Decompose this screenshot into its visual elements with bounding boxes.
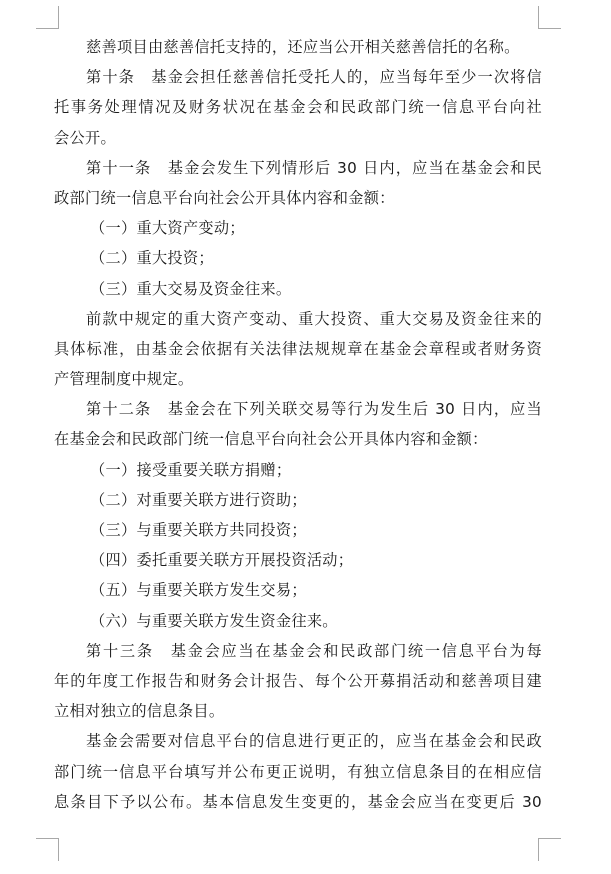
text-line: 具体标准，由基金会依据有关法律法规规章在基金会章程或者财务资	[54, 339, 542, 358]
text-line: 年的年度工作报告和财务会计报告、每个公开募捐活动和慈善项目建	[54, 671, 542, 690]
list-item: （五）与重要关联方发生交易；	[90, 581, 307, 600]
list-item: （四）委托重要关联方开展投资活动；	[90, 551, 354, 570]
article-12-heading-line: 第十二条 基金会在下列关联交易等行为发生后 30 日内，应当	[86, 400, 542, 419]
text-line: 前款中规定的重大资产变动、重大投资、重大交易及资金往来的	[86, 309, 542, 328]
text-line: 慈善项目由慈善信托支持的，还应当公开相关慈善信托的名称。	[86, 38, 520, 56]
article-13-heading-line: 第十三条 基金会应当在基金会和民政部门统一信息平台为每	[86, 641, 542, 660]
page-corner-mark-top-left	[36, 6, 59, 29]
article-11-heading-line: 第十一条 基金会发生下列情形后 30 日内，应当在基金会和民	[86, 158, 542, 177]
text-line: 产管理制度中规定。	[54, 370, 194, 389]
list-item: （二）重大投资；	[90, 249, 214, 268]
page-corner-mark-top-right	[538, 6, 561, 29]
list-item: （一）重大资产变动；	[90, 219, 245, 238]
text-line: 政部门统一信息平台向社会公开具体内容和金额：	[54, 188, 395, 207]
text-line: 托事务处理情况及财务状况在基金会和民政部门统一信息平台向社	[54, 98, 542, 117]
list-item: （三）与重要关联方共同投资；	[90, 521, 307, 539]
list-item: （一）接受重要关联方捐赠；	[90, 460, 292, 479]
document-body	[54, 32, 542, 817]
text-line: 部门统一信息平台填写并公布更正说明，有独立信息条目的在相应信	[54, 762, 542, 781]
list-item: （三）重大交易及资金往来。	[90, 279, 292, 298]
text-line: 在基金会和民政部门统一信息平台向社会公开具体内容和金额：	[54, 430, 488, 449]
page-corner-mark-bottom-right	[538, 838, 561, 861]
text-line: 息条目下予以公布。基本信息发生变更的，基金会应当在变更后 30	[54, 792, 542, 811]
text-line: 基金会需要对信息平台的信息进行更正的，应当在基金会和民政	[86, 732, 542, 751]
article-10-heading-line: 第十条 基金会担任慈善信托受托人的，应当每年至少一次将信	[86, 68, 542, 87]
page-corner-mark-bottom-left	[36, 838, 59, 861]
list-item: （二）对重要关联方进行资助；	[90, 490, 307, 509]
text-line: 立相对独立的信息条目。	[54, 702, 225, 721]
list-item: （六）与重要关联方发生资金往来。	[90, 611, 338, 630]
text-line: 会公开。	[54, 128, 116, 147]
